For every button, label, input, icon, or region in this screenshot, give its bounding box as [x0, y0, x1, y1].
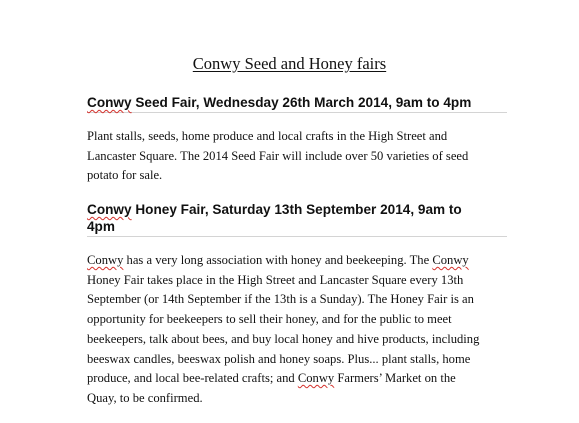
paragraph-line: September (or 14th September if the 13th is a Sunday). The Honey Fair is an	[87, 292, 474, 307]
seed-fair-paragraph	[87, 127, 512, 186]
honey-fair-paragraph	[87, 251, 512, 409]
paragraph-line: beekeepers, talk about bees, and buy local honey and hive products, including	[87, 331, 480, 346]
document-title: Conwy Seed and Honey fairs	[192, 54, 387, 73]
paragraph-line: Honey Fair takes place in the High Street and Lancaster Square every 13th	[87, 272, 464, 287]
spellcheck-word[interactable]: Conwy	[87, 95, 132, 110]
heading-text-line2: 4pm	[87, 219, 115, 234]
paragraph-line: Quay, to be confirmed.	[87, 390, 203, 405]
paragraph-line	[87, 251, 512, 271]
spellcheck-word[interactable]: Conwy	[297, 371, 335, 386]
heading-text: Honey Fair, Saturday 13th September 2014, 9am to	[131, 202, 462, 217]
line-text: Farmers’ Market on the	[334, 371, 456, 386]
section-heading-seed-fair	[87, 94, 507, 113]
paragraph-line	[87, 369, 512, 389]
paragraph-line: Plant stalls, seeds, home produce and local crafts in the High Street and	[87, 129, 448, 143]
spellcheck-word[interactable]: Conwy	[87, 202, 132, 217]
paragraph-line: potato for sale.	[87, 168, 163, 183]
line-text: produce, and local bee-related crafts; and	[87, 371, 298, 386]
paragraph-line: beeswax candles, beeswax polish and honey soaps. Plus... plant stalls, home	[87, 351, 471, 366]
paragraph-line: opportunity for beekeepers to sell their honey, and for the public to meet	[87, 312, 452, 327]
heading-text: Seed Fair, Wednesday 26th March 2014, 9am to 4pm	[131, 95, 472, 110]
spellcheck-word[interactable]: Conwy	[87, 253, 124, 267]
spellcheck-word[interactable]: Conwy	[432, 253, 469, 267]
section-heading-honey-fair	[87, 201, 507, 237]
line-text: has a very long association with honey and beekeeping. The	[123, 253, 433, 267]
paragraph-line: Lancaster Square. The 2014 Seed Fair will include over 50 varieties of seed	[87, 148, 469, 163]
